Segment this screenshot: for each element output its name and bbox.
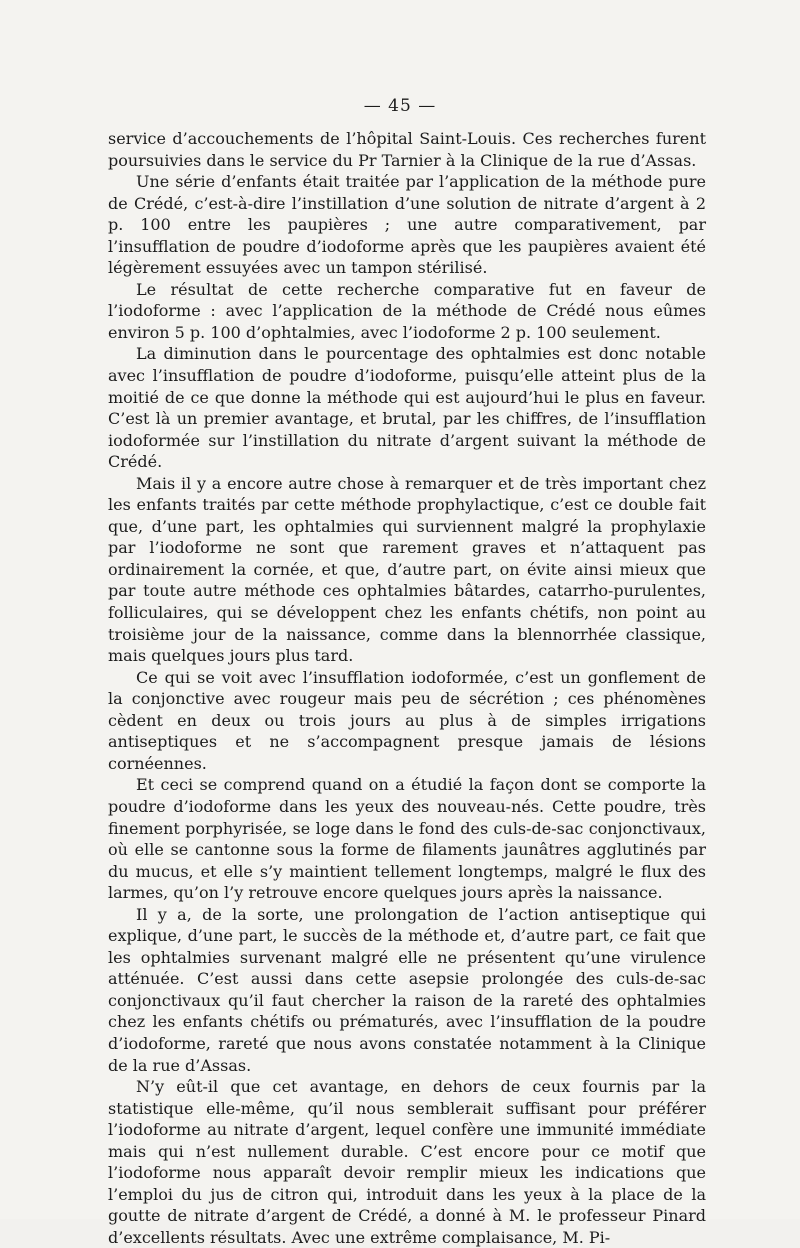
- paragraph-5: Mais il y a encore autre chose à remarquer et de très important chez les enfants traités par cette méthode prophylactique, c’est ce double fait que, d’une part, les ophtalmies qui surviennent malgré la prophylaxie par l’iodoforme ne sont que rarement graves et n’attaquent pas ordinairement la cornée, et que, d’autre part, on évite ainsi mieux que par toute autre méthode ces ophtalmies bâtardes, catarrho-purulentes, folliculaires, qui se développent chez les enfants chétifs, non point au troisième jour de la naissance, comme dans la blennorrhée classique, mais quelques jours plus tard.: [108, 473, 706, 666]
- paragraph-3: Le résultat de cette recherche comparative fut en faveur de l’iodoforme : avec l’application de la méthode de Crédé nous eûmes environ 5 p. 100 d’ophtalmies, avec l’iodoforme 2 p. 100 seulement.: [108, 279, 706, 342]
- paragraph-2: Une série d’enfants était traitée par l’application de la méthode pure de Crédé, c’est-à-dire l’instillation d’une solution de nitrate d’argent à 2 p. 100 entre les paupières ; une autre comparativement, par l’insufflation de poudre d’iodoforme après que les paupières avaient été légèrement essuyées avec un tampon stérilisé.: [108, 172, 706, 278]
- paragraph-1: service d’accouchements de l’hôpital Saint-Louis. Ces recherches furent poursuivies dans le service du Pr Tarnier à la Clinique de la rue d’Assas.: [108, 129, 706, 170]
- paragraph-4: La diminution dans le pourcentage des ophtalmies est donc notable avec l’insufflation de poudre d’iodoforme, puisqu’elle atteint plus de la moitié de ce que donne la méthode qui est aujourd’hui le plus en faveur. C’est là un premier avantage, et brutal, par les chiffres, de l’insufflation iodoformée sur l’instillation du nitrate d’argent suivant la méthode de Crédé.: [108, 344, 706, 472]
- paragraph-7: Et ceci se comprend quand on a étudié la façon dont se comporte la poudre d’iodoforme dans les yeux des nouveau-nés. Cette poudre, très finement porphyrisée, se loge dans le fond des culs-de-sac conjonctivaux, où elle se cantonne sous la forme de filaments jaunâtres agglutinés par du mucus, et elle s’y maintient tellement longtemps, malgré le flux des larmes, qu’on l’y retrouve encore quelques jours après la naissance.: [108, 775, 706, 903]
- paragraph-6: Ce qui se voit avec l’insufflation iodoformée, c’est un gonflement de la conjonctive avec rougeur mais peu de sécrétion ; ces phénomènes cèdent en deux ou trois jours au plus à de simples irrigations antiseptiques et ne s’accompagnent presque jamais de lésions cornéennes.: [108, 667, 706, 773]
- page-number: — 45 —: [363, 96, 437, 116]
- paragraph-9: N’y eût-il que cet avantage, en dehors de ceux fournis par la statistique elle-même, qu’il nous semblerait suffisant pour préférer l’iodoforme au nitrate d’argent, lequel confère une immunité immédiate mais qui n’est nullement durable. C’est encore pour ce motif que l’iodoforme nous apparaît devoir remplir mieux les indications que l’emploi du jus de citron qui, introduit dans les yeux à la place de la goutte de nitrate d’argent de Crédé, a donné à M. le professeur Pinard d’excellents résultats. Avec une extrême complaisance, M. Pi-: [108, 1077, 706, 1247]
- paragraph-8: Il y a, de la sorte, une prolongation de l’action antiseptique qui explique, d’une part, le succès de la méthode et, d’autre part, ce fait que les ophtalmies survenant malgré elle ne présentent qu’une virulence atténuée. C’est aussi dans cette asepsie prolongée des culs-de-sac conjonctivaux qu’il faut chercher la raison de la rareté des ophtalmies chez les enfants chétifs ou prématurés, avec l’insufflation de la poudre d’iodoforme, rareté que nous avons constatée notamment à la Clinique de la rue d’Assas.: [108, 904, 706, 1075]
- body-text: [108, 128, 706, 1248]
